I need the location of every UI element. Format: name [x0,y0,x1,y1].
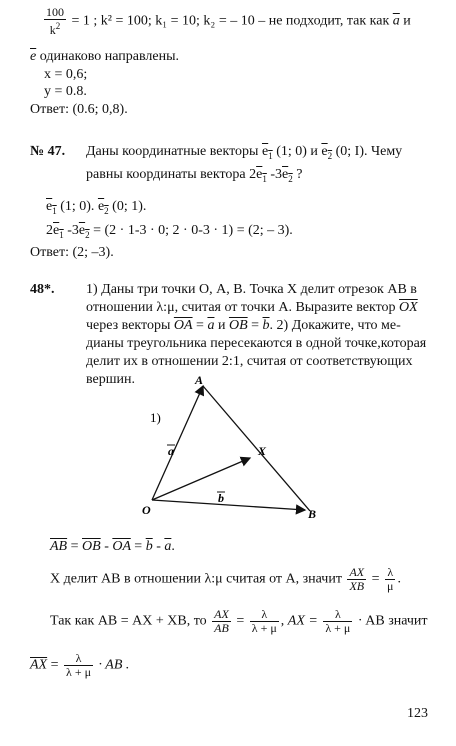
problem-47-line-1: Даны координатные векторы $e_1$ (1; 0) и $e_2$ (0; I). Чему [86,144,403,161]
top-line-2 [30,48,179,65]
top-line-1 [42,6,411,37]
line2-text: одинаково направлены. [39,49,179,64]
solution-final: $\overline{AX}$ = $\frac{\lambda}{\lambda + \mu}$ · AB . [30,651,130,679]
problem-48-number: 48*. [30,282,55,297]
answer-46: Ответ: (0.6; 0,8). [30,102,128,117]
problem-47-number: № 47. [30,144,66,159]
answer-47: Ответ: (2; –3). [30,245,114,260]
vector-e1: $e_1$ [261,144,273,161]
vector-e2: $e_2$ [321,144,333,161]
solution-x-divides: X делит АВ в отношении λ:μ считая от А, значит $\frac{AX}{XB}$ = $\frac{\lambda}{\mu}$ . [50,565,401,593]
vector-ob-line [152,500,305,510]
problem-47-sol-2: $2e_1$ $-3e_2 = (2 \cdot 1-3 \cdot 0$; 2 · 0-3 · 1) = (2; – 3). [46,223,293,240]
solution-ab-sum: Так как АВ = АХ + ХВ, то $\frac{AX}{AB}$ = $\frac{\lambda}{\lambda + \mu}$ , AX = $\frac{\lambda}{\lambda + \mu}$ · AB значит [50,607,428,635]
line1-and: и [403,13,411,29]
problem-48-line-2: отношении λ:μ, считая от точки А. Выразите вектор $\overline{OX}$ [86,300,418,315]
problem-48-line-6: вершин. [86,372,136,387]
fraction-ax-xb: $\frac{AX}{XB}$ [349,565,365,593]
problem-48-line-3: через векторы $\overline{OA} = \overline{a}$ и $\overline{OB} = \overline{b}$. 2) Докажите, что ме- [86,318,401,333]
page-number: 123 [407,706,428,721]
fraction-100-k2: $\frac{100}{k^2}$ [46,5,64,37]
vector-ox-line [152,458,250,500]
point-o-label: O [142,503,151,517]
x-value: x = 0,6; [44,67,88,82]
point-a-label: A [195,373,204,387]
vector-oa-line [152,386,203,500]
triangle-figure [140,372,340,522]
line1-rest: = 1 ; k² = 100; k₁ = 10; k₂ = – 10 – не подходит, так как [71,13,390,29]
fraction-lambda-mu: $\frac{\lambda}{\mu}$ [387,565,394,593]
y-value: y = 0.8. [44,84,87,99]
vector-a-label: a [168,444,174,458]
figure-part-label: 1) [150,410,161,425]
problem-48-line-1: 1) Даны три точки О, А, В. Точка X делит отрезок АВ в [86,282,417,297]
vector-ox: $\overline{OX}$ [399,300,418,315]
solution-ab-line: $\overline{AB} = \overline{OB} - \overline{OA} = \overline{b} - \overline{a}$. [50,539,175,554]
frac-num: 100 [46,5,64,19]
vector-b-label: b [218,491,224,505]
vector-e: $\overline{e}$ [30,49,37,64]
problem-48-line-4: дианы треугольника пересекаются в одной точке,которая [86,336,427,351]
frac-den: k [49,23,56,37]
problem-47-sol-1: $e_1$ (1; 0). $e_2$ (0; 1). [46,199,147,216]
point-b-label: B [308,507,317,521]
problem-47-line-2: равны координаты вектора $2e_1$ $-3e_2$ ? [86,167,303,184]
vector-a: $\overline{a}$ [392,13,400,29]
point-x-label: X [258,444,267,458]
problem-48-line-5: делит их в отношении 2:1, считая от соответствующих [86,354,413,369]
